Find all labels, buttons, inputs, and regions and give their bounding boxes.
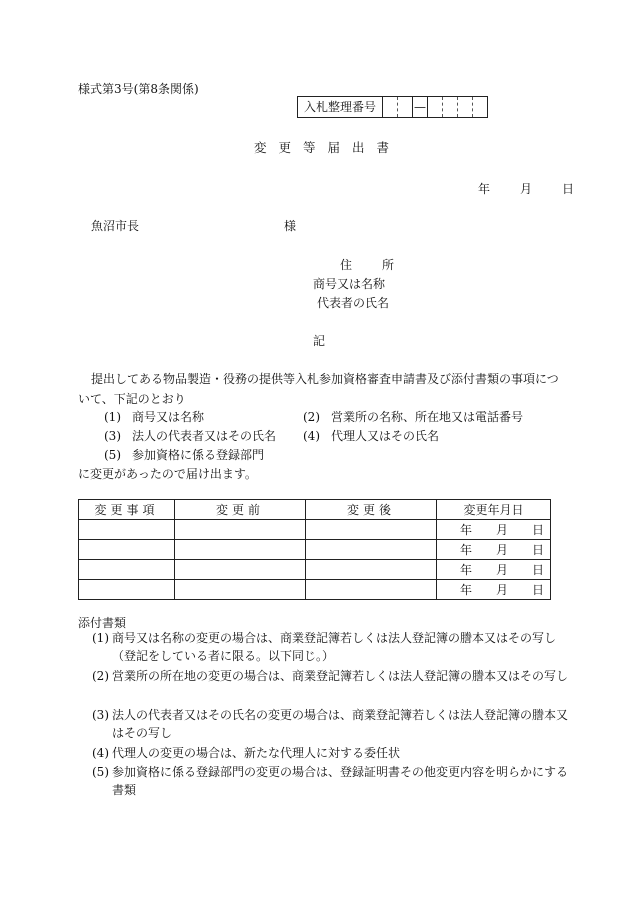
cell-before[interactable] — [175, 520, 306, 540]
attachment-text: 代理人の変更の場合は、新たな代理人に対する委任状 — [112, 746, 401, 760]
address-char-1: 住 — [340, 258, 353, 272]
column-header-before: 変更前 — [175, 500, 306, 520]
change-table — [78, 499, 551, 600]
bid-number-digit[interactable] — [398, 97, 413, 117]
form-number: 様式第3号(第8条関係) — [78, 82, 199, 96]
attachment-text: 法人の代表者又はその氏名の変更の場合は、商業登記簿若しくは法人登記簿の謄本又はその写し — [112, 708, 569, 740]
item-number: (4) — [303, 429, 320, 443]
bid-number-box — [297, 96, 488, 118]
addressee-name: 魚沼市長 — [91, 219, 140, 233]
cell-change-item[interactable] — [79, 580, 175, 600]
bid-number-label: 入札整理番号 — [298, 97, 383, 117]
cell-change-date[interactable]: 年 月 日 — [437, 520, 551, 540]
address-char-2: 所 — [382, 258, 395, 272]
attachment-item — [92, 706, 572, 742]
column-header-change-date: 変更年月日 — [437, 500, 551, 520]
applicant-trade-name-label: 商号又は名称 — [313, 277, 386, 291]
ki-heading: 記 — [313, 334, 326, 348]
addressee-honorific: 様 — [284, 219, 297, 233]
cell-after[interactable] — [306, 540, 437, 560]
document-title: 変更等届出書 — [254, 140, 402, 155]
table-header-row — [79, 500, 551, 520]
body-text-line1: 提出してある物品製造・役務の提供等入札参加資格審査申請書及び添付書類の事項につ — [91, 372, 559, 386]
cell-before[interactable] — [175, 580, 306, 600]
applicant-address-label — [340, 256, 394, 273]
date-year: 年 — [478, 182, 491, 196]
applicant-representative-label: 代表者の氏名 — [317, 296, 390, 310]
item-label: 商号又は名称 — [132, 410, 205, 424]
date-month: 月 — [520, 182, 533, 196]
change-item — [303, 408, 523, 425]
cell-change-item[interactable] — [79, 540, 175, 560]
attachment-text: 商号又は名称の変更の場合は、商業登記簿若しくは法人登記簿の謄本又はその写し（登記をしている者に限る。以下同じ。） — [112, 631, 557, 663]
attachment-number: (5) — [92, 765, 109, 779]
table-row — [79, 580, 551, 600]
cell-before[interactable] — [175, 560, 306, 580]
bid-number-digit[interactable] — [383, 97, 398, 117]
attachment-number: (1) — [92, 631, 109, 645]
attachments-title: 添付書類 — [78, 616, 127, 630]
bid-number-separator: — — [413, 97, 428, 117]
attachment-text: 営業所の所在地の変更の場合は、商業登記簿若しくは法人登記簿の謄本又はその写し — [112, 669, 569, 683]
item-number: (2) — [303, 410, 320, 424]
cell-change-date[interactable]: 年 月 日 — [437, 540, 551, 560]
table-row — [79, 560, 551, 580]
item-label: 参加資格に係る登録部門 — [132, 448, 265, 462]
bid-number-digit[interactable] — [443, 97, 458, 117]
attachment-item — [92, 667, 572, 685]
item-label: 営業所の名称、所在地又は電話番号 — [331, 410, 524, 424]
cell-change-item[interactable] — [79, 520, 175, 540]
column-header-change-item: 変更事項 — [79, 500, 175, 520]
item-number: (1) — [104, 410, 121, 424]
bid-number-digit[interactable] — [473, 97, 487, 117]
cell-change-date[interactable]: 年 月 日 — [437, 580, 551, 600]
column-header-after: 変更後 — [306, 500, 437, 520]
cell-after[interactable] — [306, 520, 437, 540]
item-label: 法人の代表者又はその氏名 — [132, 429, 277, 443]
attachment-number: (4) — [92, 746, 109, 760]
change-item — [104, 408, 204, 425]
change-item — [104, 446, 264, 463]
bid-number-digit[interactable] — [458, 97, 473, 117]
attachment-item — [92, 744, 572, 762]
attachment-number: (2) — [92, 669, 109, 683]
cell-change-date[interactable]: 年 月 日 — [437, 560, 551, 580]
cell-change-item[interactable] — [79, 560, 175, 580]
attachment-item — [92, 629, 572, 665]
body-text-line2: いて、下記のとおり — [78, 392, 186, 406]
item-label: 代理人又はその氏名 — [331, 429, 440, 443]
change-item — [104, 427, 276, 444]
date-day: 日 — [562, 182, 575, 196]
item-number: (3) — [104, 429, 121, 443]
table-row — [79, 520, 551, 540]
item-number: (5) — [104, 448, 121, 462]
cell-before[interactable] — [175, 540, 306, 560]
bid-number-digit[interactable] — [428, 97, 443, 117]
attachment-item — [92, 763, 572, 799]
attachment-text: 参加資格に係る登録部門の変更の場合は、登録証明書その他変更内容を明らかにする書類 — [112, 765, 569, 797]
cell-after[interactable] — [306, 580, 437, 600]
cell-after[interactable] — [306, 560, 437, 580]
table-row — [79, 540, 551, 560]
body-closing-text: に変更があったので届け出ます。 — [78, 467, 257, 481]
change-item — [303, 427, 439, 444]
attachment-number: (3) — [92, 708, 109, 722]
submission-date — [478, 180, 574, 197]
